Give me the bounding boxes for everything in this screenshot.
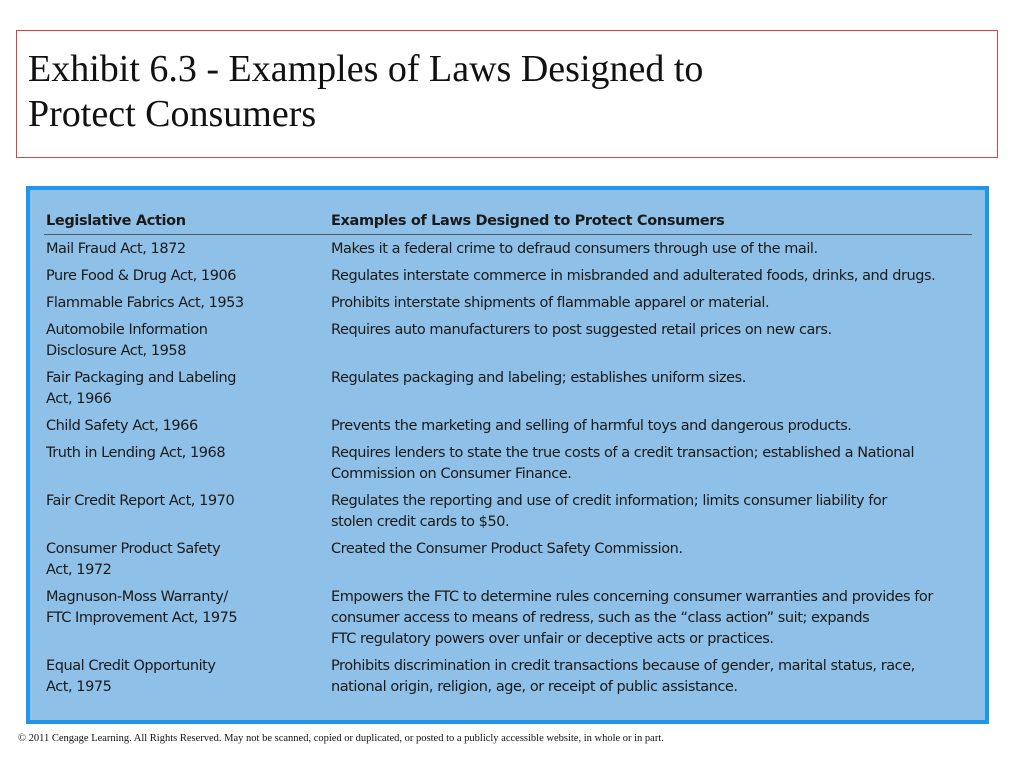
law-name: Magnuson-Moss Warranty/ FTC Improvement Act, 1975 (46, 589, 238, 626)
table-row (44, 443, 972, 485)
laws-table (44, 211, 972, 704)
law-description: Empowers the FTC to determine rules concerning consumer warranties and provides for consumer access to means of redress, such as the “class action” suit; expands FTC regulatory powers over unfair or deceptive acts or practices. (331, 589, 933, 647)
table-row (44, 416, 972, 437)
law-name: Fair Credit Report Act, 1970 (46, 493, 235, 509)
law-name: Mail Fraud Act, 1872 (46, 241, 186, 257)
table-row (44, 320, 972, 362)
law-description: Regulates packaging and labeling; establishes uniform sizes. (331, 370, 746, 386)
law-description: Requires auto manufacturers to post suggested retail prices on new cars. (331, 322, 832, 338)
law-name: Automobile Information Disclosure Act, 1958 (46, 322, 208, 359)
law-description: Created the Consumer Product Safety Commission. (331, 541, 683, 557)
law-name: Equal Credit Opportunity Act, 1975 (46, 658, 216, 695)
table-row (44, 491, 972, 533)
header-legislative-action: Legislative Action (46, 213, 186, 229)
table-row (44, 539, 972, 581)
table-header (44, 211, 972, 235)
title-box (16, 30, 998, 158)
law-name: Consumer Product Safety Act, 1972 (46, 541, 221, 578)
copyright-footer: © 2011 Cengage Learning. All Rights Reserved. May not be scanned, copied or duplicated, or posted to a publicly accessible website, in whole or in part. (18, 733, 664, 744)
table-row (44, 656, 972, 698)
table-row (44, 293, 972, 314)
law-description: Prohibits interstate shipments of flammable apparel or material. (331, 295, 770, 311)
table-row (44, 587, 972, 650)
law-name: Fair Packaging and Labeling Act, 1966 (46, 370, 236, 407)
law-description: Makes it a federal crime to defraud consumers through use of the mail. (331, 241, 818, 257)
header-examples: Examples of Laws Designed to Protect Consumers (331, 213, 725, 229)
law-name: Flammable Fabrics Act, 1953 (46, 295, 244, 311)
table-row (44, 266, 972, 287)
law-description: Regulates interstate commerce in misbranded and adulterated foods, drinks, and drugs. (331, 268, 936, 284)
law-name: Truth in Lending Act, 1968 (46, 445, 226, 461)
law-name: Pure Food & Drug Act, 1906 (46, 268, 237, 284)
table-row (44, 239, 972, 260)
exhibit-panel (26, 186, 989, 724)
law-description: Prohibits discrimination in credit transactions because of gender, marital status, race, national origin, religion, age, or receipt of public assistance. (331, 658, 915, 695)
law-description: Requires lenders to state the true costs of a credit transaction; established a National Commission on Consumer Finance. (331, 445, 915, 482)
law-description: Regulates the reporting and use of credit information; limits consumer liability for stolen credit cards to $50. (331, 493, 887, 530)
law-name: Child Safety Act, 1966 (46, 418, 198, 434)
slide-title: Exhibit 6.3 - Examples of Laws Designed to Protect Consumers (28, 48, 704, 135)
table-row (44, 368, 972, 410)
law-description: Prevents the marketing and selling of harmful toys and dangerous products. (331, 418, 852, 434)
